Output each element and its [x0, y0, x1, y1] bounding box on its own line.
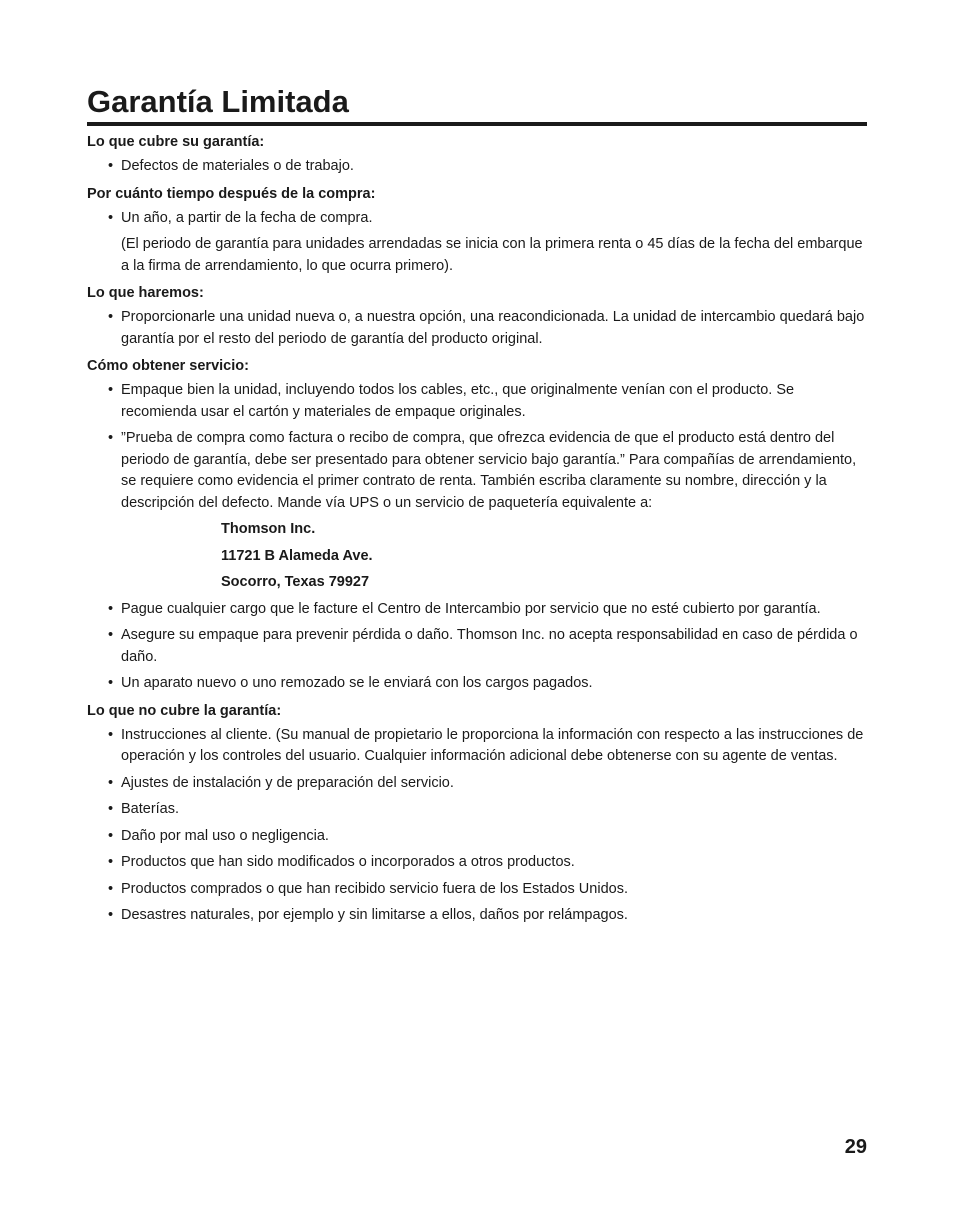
address-line: Socorro, Texas 79927 [221, 574, 370, 590]
bullet-icon: • [108, 158, 114, 174]
list-item [108, 599, 867, 621]
list-item [108, 879, 867, 901]
section-duration [87, 184, 867, 278]
list-item [108, 156, 867, 178]
bullet-list [87, 380, 867, 514]
list-item-text: Un aparato nuevo o uno remozado se le enviará con los cargos pagados. [121, 675, 593, 691]
section-heading: Lo que cubre su garantía: [87, 134, 265, 150]
list-item-text: Productos que han sido modificados o incorporados a otros productos. [121, 854, 575, 870]
section-coverage [87, 132, 867, 178]
bullet-icon: • [108, 627, 114, 643]
section-get-service [87, 356, 867, 695]
list-item [108, 905, 867, 927]
list-item-text: Ajustes de instalación y de preparación del servicio. [121, 774, 454, 791]
list-item-text: Un año, a partir de la fecha de compra. [121, 209, 373, 226]
section-heading: Por cuánto tiempo después de la compra: [87, 185, 376, 202]
list-item-text: Instrucciones al cliente. (Su manual de propietario le proporciona la información con respecto a las instrucciones de operación y los controles del usuario. Cualquier información adicional debe obtenerse con su agente de ventas. [121, 726, 864, 764]
list-item-text: Proporcionarle una unidad nueva o, a nuestra opción, una reacondicionada. La unidad de intercambio quedará bajo garantía por el resto del periodo de garantía del producto original. [121, 309, 865, 347]
list-item [108, 852, 867, 874]
list-item [108, 307, 867, 350]
list-item-text: Asegure su empaque para prevenir pérdida o daño. Thomson Inc. no acepta responsabilidad en caso de pérdida o daño. [121, 627, 858, 665]
section-not-covered [87, 701, 867, 927]
bullet-list [87, 307, 867, 350]
bullet-icon: • [108, 382, 114, 398]
bullet-icon: • [108, 907, 114, 923]
address-line: Thomson Inc. [221, 521, 316, 537]
shipping-address [87, 519, 867, 594]
document-page [87, 84, 867, 932]
list-item-text: Baterías. [121, 801, 180, 817]
bullet-icon: • [108, 726, 114, 743]
list-item-text: ”Prueba de compra como factura o recibo de compra, que ofrezca evidencia de que el producto está dentro del periodo de garantía, debe ser presentado para obtener servicio bajo garantía.” Para compañías de arrendamiento, se requiere como evidencia el primer contrato de renta. También escriba claramente su nombre, dirección y la descripción del defecto. Mande vía UPS o un servicio de paquetería equivalente a: [121, 430, 857, 511]
list-item [108, 799, 867, 821]
bullet-list [87, 156, 867, 178]
list-item [108, 673, 867, 695]
page-title: Garantía Limitada [87, 84, 867, 126]
section-what-we-do [87, 283, 867, 350]
list-item [108, 725, 867, 768]
bullet-icon: • [108, 600, 114, 617]
list-item-text: Productos comprados o que han recibido servicio fuera de los Estados Unidos. [121, 880, 628, 897]
address-line: 11721 B Alameda Ave. [221, 547, 373, 564]
list-item [108, 380, 867, 423]
section-heading: Lo que haremos: [87, 285, 204, 301]
list-item-text: Empaque bien la unidad, incluyendo todos los cables, etc., que originalmente venían con el producto. Se recomienda usar el cartón y materiales de empaque originales. [121, 382, 795, 420]
bullet-list [87, 599, 867, 695]
bullet-icon: • [108, 854, 114, 870]
list-item-text: Pague cualquier cargo que le facture el Centro de Intercambio por servicio que no esté cubierto por garantía. [121, 600, 821, 617]
section-heading: Lo que no cubre la garantía: [87, 702, 282, 719]
list-item-text: Daño por mal uso o negligencia. [121, 827, 329, 844]
bullet-icon: • [108, 309, 114, 325]
list-item-text: Desastres naturales, por ejemplo y sin limitarse a ellos, daños por relámpagos. [121, 907, 628, 923]
list-item [108, 208, 867, 230]
section-heading: Cómo obtener servicio: [87, 358, 249, 374]
bullet-icon: • [108, 430, 114, 446]
bullet-icon: • [108, 827, 114, 844]
lease-note: (El periodo de garantía para unidades arrendadas se inicia con la primera renta o 45 días de la fecha del embarque a la firma de arrendamiento, lo que ocurra primero). [121, 236, 863, 274]
bullet-list [87, 208, 867, 230]
list-item [108, 773, 867, 795]
list-item [108, 428, 867, 514]
list-item [108, 625, 867, 668]
list-item [108, 826, 867, 848]
bullet-icon: • [108, 801, 114, 817]
bullet-list [87, 725, 867, 927]
list-item-text: Defectos de materiales o de trabajo. [121, 158, 354, 174]
bullet-icon: • [108, 675, 114, 691]
bullet-icon: • [108, 880, 114, 897]
page-number: 29 [844, 1136, 867, 1158]
bullet-icon: • [108, 774, 114, 791]
bullet-icon: • [108, 209, 114, 226]
